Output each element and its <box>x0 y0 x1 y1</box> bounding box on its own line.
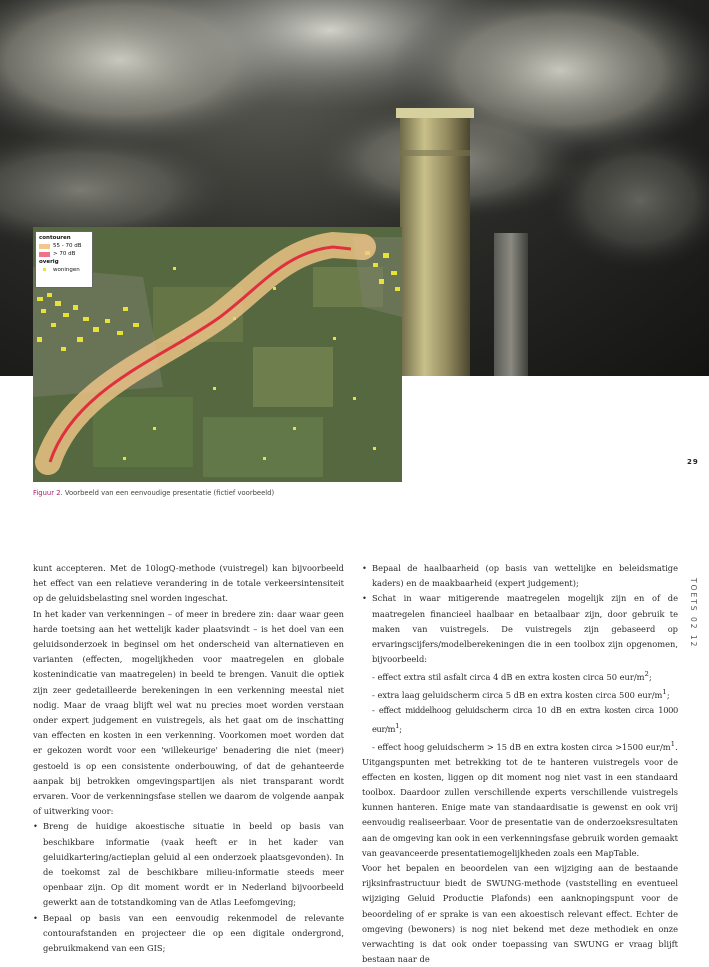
sub-list-item: - effect middelhoog geluidscherm circa 10 dB en extra kosten circa 1000 eur/$m^1$; <box>372 705 678 734</box>
list-item: • Breng de huidige akoestische situatie in beeld op basis van beschikbare informatie (vaak heeft er in het kader van geluidkartering/actieplan geluid al een onderzoek plaatsgevonden). In de toekomst zal de beschikbare milieu-informatie steeds meer openbaar zijn. Op dit moment wordt er in Nederland bijvoorbeeld gewerkt aan de totstandkoming van de Atlas Leefomgeving; <box>33 819 344 910</box>
legend-label-band-1: 55 - 70 dB <box>53 243 82 249</box>
legend-label-band-2: > 70 dB <box>53 251 76 257</box>
text-column-left <box>33 561 344 956</box>
map-legend <box>35 231 93 288</box>
paragraph: Uitgangspunten met betrekking tot de te hanteren vuistregels voor de effecten en kosten, liggen op dit moment nog niet vast in een standaard toolbox. Daardoor zullen verschillende experts verschillende vuistregels kunnen hanteren. Enige mate van standaardisatie is gewenst en ook vrij eenvoudig realiseerbaar. Voor de presentatie van de onderzoeksresultaten aan de omgeving kan ook in een verkenningsfase gebruik worden gemaakt van geavanceerde presentatiemogelijkheden zoals een MapTable. <box>362 756 678 858</box>
page-number: 29 <box>687 458 699 466</box>
legend-item-dwellings <box>39 266 89 274</box>
paragraph: kunt accepteren. Met de 10logQ-methode (vuistregel) kan bijvoorbeeld het effect van een relatieve verandering in de totale verkeersintensiteit op de geluidsbelasting snel worden ingeschat. <box>33 563 344 604</box>
paragraph: In het kader van verkenningen – of meer in bredere zin: daar waar geen harde toetsing aan het wettelijk kader plaatsvindt – is het doel van een geluidsonderzoek in beginsel om het onderscheid van alternatieven en varianten (effecten, mogelijkheden voor maatregelen en globale kostenindicatie van maatregelen) in beeld te brengen. Vanuit die optiek zijn zeer gedetailleerde berekeningen in een verkenning meestal niet nodig. Maar de vraag blijft wel wat nu precies moet worden verstaan onder expert judgement en vuistregels, als het gaat om de inschatting van effecten en kosten in een verkenning. Voorkomen moet worden dat er gekozen wordt voor een 'willekeurige' benadering die niet (meer) gestoeld is op een consistente onderbouwing, of dat de gehanteerde aanpak bij betrokken omgevingspartijen als niet transparant wordt ervaren. Voor de verkenningsfase stellen we daarom de volgende aanpak of uitwerking voor: <box>33 608 344 817</box>
figure-caption-text: Voorbeeld van een eenvoudige presentatie (fictief voorbeeld) <box>62 489 275 497</box>
legend-heading-other: overig <box>39 259 59 265</box>
legend-item-band-1 <box>39 242 89 250</box>
legend-swatch-band-1 <box>39 244 50 249</box>
journal-name: TOETS 02 12 <box>689 578 698 649</box>
text-column-right <box>362 561 678 967</box>
legend-label-dwellings: woningen <box>53 267 80 273</box>
legend-swatch-band-2 <box>39 252 50 257</box>
sub-list-item: - effect hoog geluidscherm > 15 dB en extra kosten circa >1500 eur/$m^1$. <box>372 739 678 752</box>
list-item: • Schat in waar mitigerende maatregelen mogelijk zijn en of de maatregelen financieel haalbaar en betaalbaar zijn, door gebruik te maken van vuistregels. De vuistregels zijn gebaseerd op ervaringscijfers/modelberekeningen die in een toolbox zijn opgenomen, bijvoorbeeld: <box>362 591 678 667</box>
list-item: • Bepaal op basis van een eenvoudig rekenmodel de relevante contourafstanden en projecteer die op een digitale ondergrond, gebruikmakend van een GIS; <box>33 911 344 957</box>
sub-list-item: - effect extra stil asfalt circa 4 dB en extra kosten circa 50 eur/$m^2$; <box>372 670 652 683</box>
figure-caption-label: Figuur 2. <box>33 489 63 497</box>
legend-heading-contours: contouren <box>39 235 71 241</box>
figure-caption <box>33 489 274 497</box>
list-item: • Bepaal de haalbaarheid (op basis van wettelijke en beleidsmatige kaders) en de maakbaarheid (expert judgement); <box>362 561 678 591</box>
paragraph: Voor het bepalen en beoordelen van een wijziging aan de bestaande rijksinfrastructuur biedt de SWUNG-methode (vaststelling en eventueel wijziging Geluid Productie Plafonds) een aanknopingspunt voor de beoordeling of er sprake is van een akoestisch relevant effect. Echter de omgeving (bewoners) is nog niet bekend met deze methodiek en onze verwachting is dat ook onder toepassing van SWUNG er vraag blijft bestaan naar de <box>362 862 678 965</box>
legend-item-band-2 <box>39 250 89 258</box>
sub-list-item: - extra laag geluidscherm circa 5 dB en extra kosten circa 500 eur/$m^1$; <box>372 688 670 701</box>
bullet-list <box>362 561 678 755</box>
dwelling-marker-icon <box>39 266 50 274</box>
bullet-list <box>33 819 344 956</box>
